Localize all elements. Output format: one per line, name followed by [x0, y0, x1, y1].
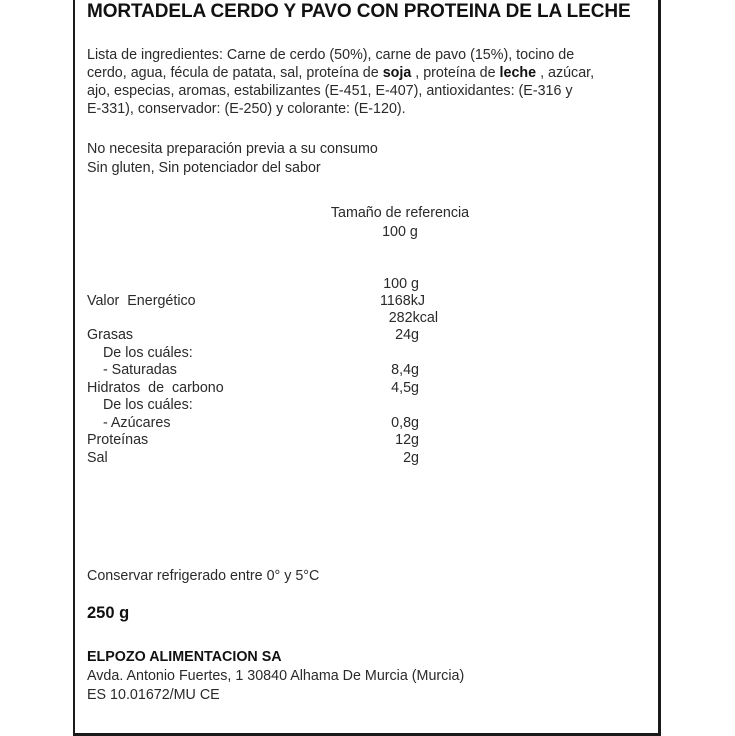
- ingredients-text: Lista de ingredientes: Carne de cerdo (50%), carne de pavo (15%), tocino de: [87, 47, 575, 63]
- nutrition-value-sugars: 0,8g: [391, 415, 419, 431]
- health-registry: ES 10.01672/MU CE: [87, 687, 220, 703]
- ingredients-text: ajo, especias, aromas, estabilizantes (E-451, E-407), antioxidantes: (E-316 y: [87, 83, 573, 99]
- nutrition-label-salt: Sal: [87, 450, 108, 466]
- nutrition-column-header: 100 g: [383, 276, 419, 292]
- nutrition-label-sugars: - Azúcares: [95, 415, 171, 431]
- ingredients-line: [87, 64, 647, 82]
- storage-instructions: Conservar refrigerado entre 0° y 5°C: [87, 568, 320, 584]
- ingredients-line: [87, 46, 647, 64]
- nutrition-label-carbs: Hidratos de carbono: [87, 380, 224, 396]
- nutrition-value-energy-kcal: 282kcal: [388, 310, 438, 326]
- nutrition-value-carbs: 4,5g: [391, 380, 419, 396]
- nutrition-label-energy: Valor Energético: [87, 293, 196, 309]
- nutrition-value-fat: 24g: [395, 327, 419, 343]
- preparation-note: No necesita preparación previa a su consumo: [87, 141, 378, 157]
- reference-size-amount: 100 g: [382, 224, 418, 240]
- product-title: MORTADELA CERDO Y PAVO CON PROTEINA DE LA LECHE: [87, 1, 631, 22]
- nutrition-label-saturated: - Saturadas: [95, 362, 177, 378]
- nutrition-value-energy-kj: 1168kJ: [379, 293, 425, 309]
- ingredients-text: cerdo, agua, fécula de patata, sal, proteína de: [87, 65, 383, 81]
- ingredients-text: , azúcar,: [536, 65, 595, 81]
- ingredients-line: [87, 100, 647, 118]
- nutrition-value-salt: 2g: [403, 450, 419, 466]
- claims-note: Sin gluten, Sin potenciador del sabor: [87, 160, 321, 176]
- manufacturer-address: Avda. Antonio Fuertes, 1 30840 Alhama De Murcia (Murcia): [87, 668, 465, 684]
- allergen-leche: leche: [499, 65, 537, 81]
- ingredients-list: [87, 46, 647, 118]
- reference-size-label: Tamaño de referencia: [330, 205, 470, 221]
- nutrition-value-protein: 12g: [395, 432, 419, 448]
- nutrition-label-of-which: De los cuáles:: [95, 397, 193, 413]
- ingredients-line: [87, 82, 647, 100]
- ingredients-text: E-331), conservador: (E-250) y colorante: (E-120).: [87, 101, 406, 117]
- nutrition-label-fat: Grasas: [87, 327, 134, 343]
- ingredients-text: , proteína de: [411, 65, 500, 81]
- allergen-soja: soja: [382, 65, 412, 81]
- manufacturer-name: ELPOZO ALIMENTACION SA: [87, 649, 282, 665]
- net-weight: 250 g: [87, 604, 130, 622]
- nutrition-label-protein: Proteínas: [87, 432, 149, 448]
- nutrition-value-saturated: 8,4g: [391, 362, 419, 378]
- nutrition-label-of-which: De los cuáles:: [95, 345, 193, 361]
